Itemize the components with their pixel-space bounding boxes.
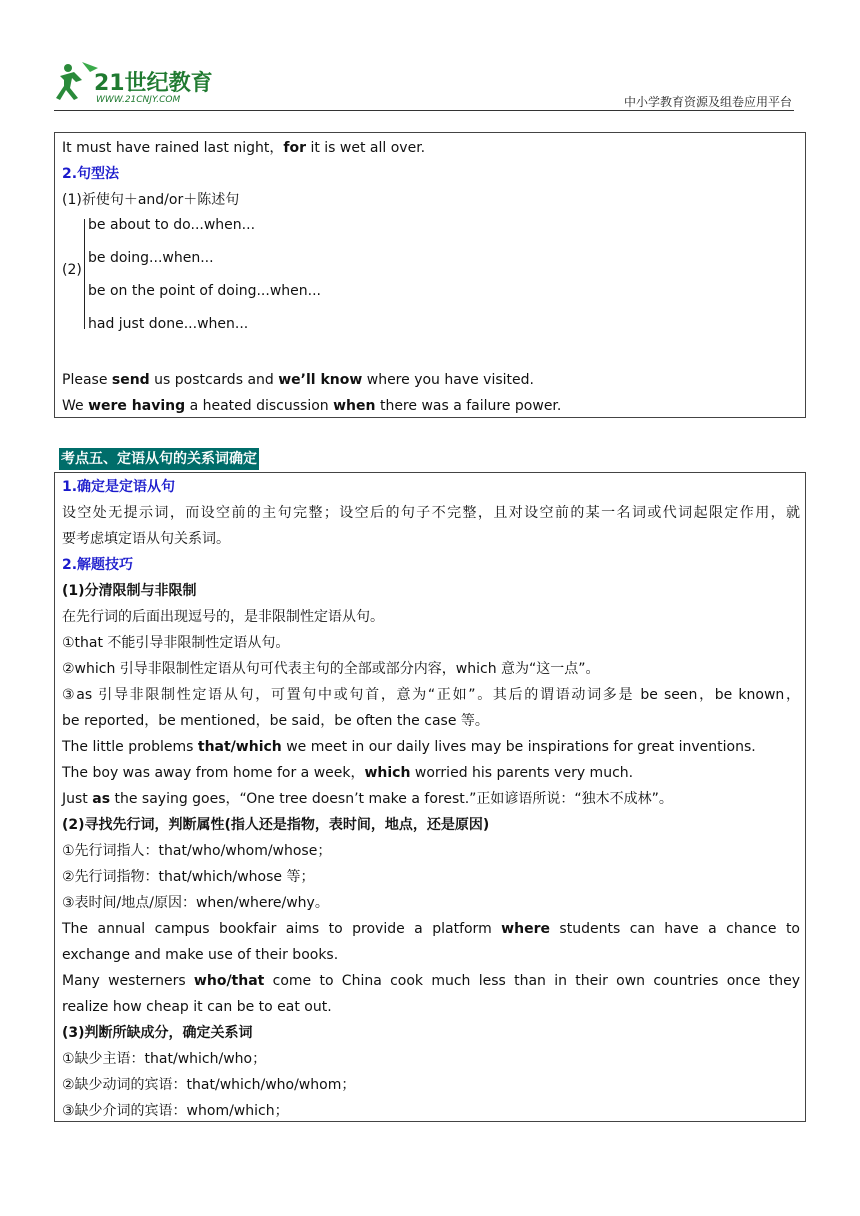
list-item: ①缺少主语：that/which/who；	[62, 1051, 267, 1067]
logo	[54, 58, 224, 106]
heading-techniques: 2.解题技巧	[62, 557, 134, 573]
section-title: 考点五、定语从句的关系词确定	[59, 448, 259, 470]
pattern-1: (1)祈使句＋and/or＋陈述句	[62, 192, 240, 208]
content-box-sentence-patterns	[54, 132, 806, 418]
example-line: We were having a heated discussion when there was a failure power.	[62, 398, 562, 414]
paragraph: 设空处无提示词，而设空前的主句完整；设空后的句子不完整，且对设空前的某一名词或代词起限定作用，就	[62, 505, 800, 521]
list-item-cont: be reported，be mentioned，be said，be often the case 等。	[62, 713, 489, 729]
list-item: ②先行词指物：that/which/whose 等；	[62, 869, 315, 885]
list-item: ③as 引导非限制性定语从句，可置句中或句首，意为“正如”。其后的谓语动词多是 be seen，be known，	[62, 687, 800, 703]
subheading: (3)判断所缺成分，确定关系词	[62, 1025, 253, 1041]
page-header	[54, 58, 806, 112]
subheading: (2)寻找先行词，判断属性(指人还是指物，表时间，地点，还是原因)	[62, 817, 490, 833]
example-line: It must have rained last night，for it is wet all over.	[62, 140, 426, 156]
pattern-2-label: (2)	[62, 262, 82, 278]
list-item: ③表时间/地点/原因：when/where/why。	[62, 895, 329, 911]
example-line-cont: realize how cheap it can be to eat out.	[62, 999, 332, 1015]
platform-name: 中小学教育资源及组卷应用平台	[623, 95, 792, 109]
example-line-cont: exchange and make use of their books.	[62, 947, 339, 963]
example-line: Many westerners who/that come to China cook much less than in their own countries once they	[62, 973, 800, 989]
example-line: Please send us postcards and we’ll know where you have visited.	[62, 372, 534, 388]
pattern-2-item: had just done...when...	[88, 316, 249, 332]
content-box-relative-clause	[54, 472, 806, 1122]
pattern-2-item: be doing...when...	[88, 250, 214, 266]
pattern-2-item: be on the point of doing...when...	[88, 283, 321, 299]
example-line: The annual campus bookfair aims to provide a platform where students can have a chance to	[62, 921, 800, 937]
header-divider	[54, 110, 794, 111]
list-item: ①that 不能引导非限制性定语从句。	[62, 635, 290, 651]
subheading: (1)分清限制与非限制	[62, 583, 197, 599]
pattern-2-item: be about to do...when...	[88, 217, 256, 233]
list-item: ①先行词指人：that/who/whom/whose；	[62, 843, 332, 859]
example-line: The little problems that/which we meet in our daily lives may be inspirations for great inventions.	[62, 739, 756, 755]
brace-bracket	[84, 219, 91, 329]
paragraph: 要考虑填定语从句关系词。	[62, 531, 230, 547]
logo-sub-text: WWW.21CNJY.COM	[96, 95, 181, 105]
example-line: Just as the saying goes，“One tree doesn’t make a forest.”正如谚语所说：“独木不成林”。	[62, 791, 673, 807]
heading-sentence-pattern: 2.句型法	[62, 166, 120, 182]
list-item: ②which 引导非限制性定语从句可代表主句的全部或部分内容，which 意为“这一点”。	[62, 661, 600, 677]
heading-identify-clause: 1.确定是定语从句	[62, 479, 176, 495]
paragraph: 在先行词的后面出现逗号的，是非限制性定语从句。	[62, 609, 384, 625]
logo-main-text: 21世纪教育	[94, 71, 213, 96]
list-item: ③缺少介词的宾语：whom/which；	[62, 1103, 289, 1119]
example-line: The boy was away from home for a week，which worried his parents very much.	[62, 765, 634, 781]
list-item: ②缺少动词的宾语：that/which/who/whom；	[62, 1077, 356, 1093]
